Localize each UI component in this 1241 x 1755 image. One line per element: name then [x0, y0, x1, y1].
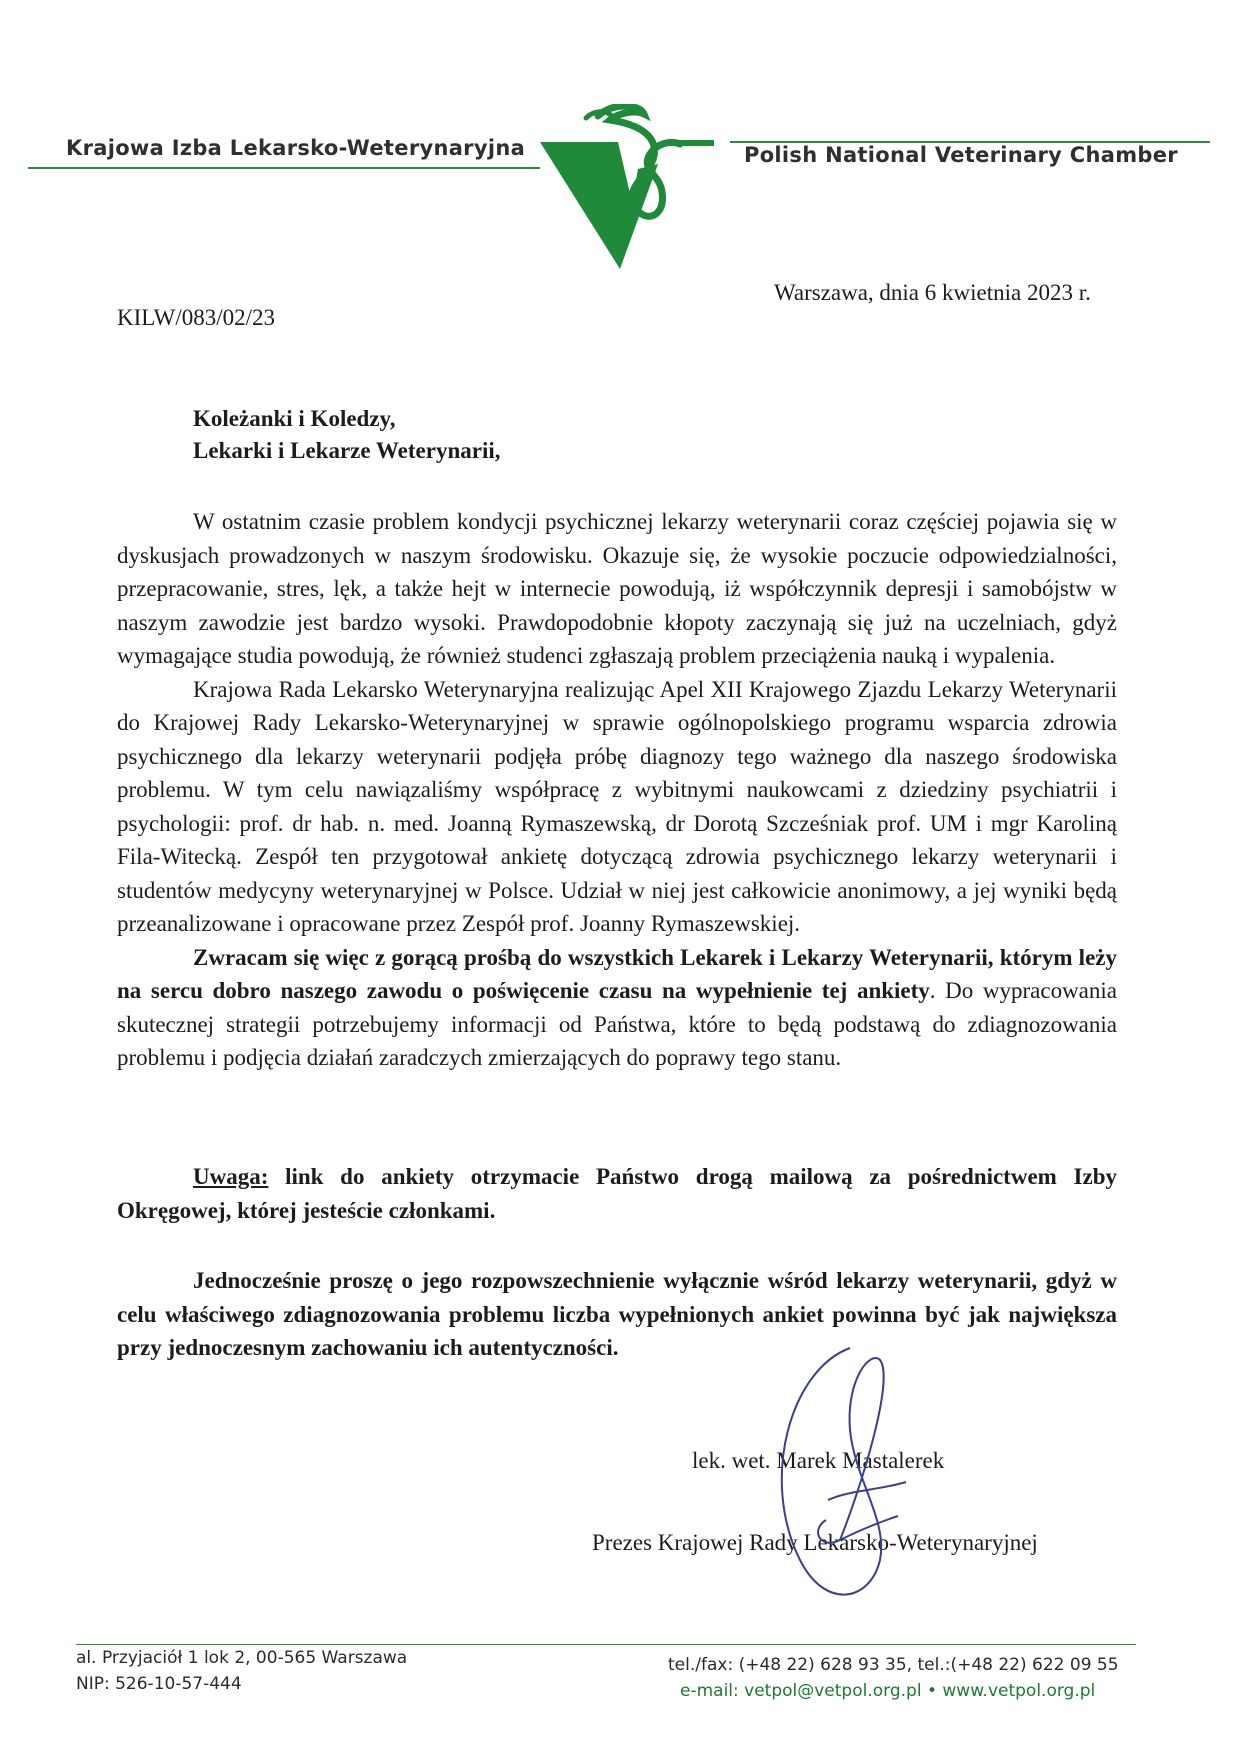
header-left-rule: [28, 167, 540, 169]
footer-rule: [76, 1644, 1136, 1645]
footer-phone: tel./fax: (+48 22) 628 93 35, tel.:(+48 22) 622 09 55: [668, 1655, 1119, 1675]
reference-number: KILW/083/02/23: [117, 305, 275, 330]
paragraph-3-period: .: [929, 978, 936, 1003]
paragraph-1: W ostatnim czasie problem kondycji psychicznej lekarzy weterynarii coraz częściej pojawia się w dyskusjach prowadzonych w naszym środowisku. Okazuje się, że wysokie poczucie odpowiedzialności, przepracowanie, stres, lęk, a także hejt w internecie powodują, iż współczynnik depresji i samobójstw w naszym zawodzie jest bardzo wysoki. Prawdopodobnie kłopoty zaczynają się już na uczelniach, gdyż wymagające studia powodują, że również studenci zgłaszają problem przeciążenia nauką i wypalenia.: [117, 509, 1117, 668]
signatory-role: Prezes Krajowej Rady Lekarsko-Weterynaryjnej: [592, 1530, 1038, 1555]
notice-label: Uwaga:: [193, 1164, 269, 1189]
header-left-title: Krajowa Izba Lekarsko-Weterynaryjna: [66, 136, 526, 160]
paragraph-3-bold: Zwracam się więc z gorącą prośbą do wszystkich Lekarek i Lekarzy Weterynarii, którym leży na sercu dobro naszego zawodu o poświęcenie czasu na wypełnienie tej ankiety: [117, 944, 1117, 1003]
footer-website: www.vetpol.org.pl: [942, 1681, 1096, 1701]
serpent-v-logo-icon: [540, 104, 715, 269]
signatory-name: lek. wet. Marek Mastalerek: [692, 1448, 945, 1473]
salutation-line-2: Lekarki i Lekarze Weterynarii,: [193, 438, 501, 463]
handwritten-signature: [730, 1340, 970, 1620]
notice-text: link do ankiety otrzymacie Państwo drogą mailową za pośrednictwem Izby Okręgowej, której jesteście członkami.: [117, 1164, 1117, 1223]
paragraph-2: Krajowa Rada Lekarsko Weterynaryjna realizując Apel XII Krajowego Zjazdu Lekarzy Weterynarii do Krajowej Rady Lekarsko-Weterynaryjnej w sprawie ogólnopolskiego programu wsparcia zdrowia psychicznego dla lekarzy weterynarii podjęła próbę diagnozy tego ważnego dla naszego środowiska problemu. W tym celu nawiązaliśmy współpracę z wybitnymi naukowcami z dziedziny psychiatrii i psychologii: prof. dr hab. n. med. Joanną Rymaszewską, dr Dorotą Szcześniak prof. UM i mgr Karoliną Fila-Witecką. Zespół ten przygotował ankietę dotyczącą zdrowia psychicznego lekarzy weterynarii i studentów medycyny weterynaryjnej w Polsce. Udział w niej jest całkowicie anonimowy, a jej wyniki będą przeanalizowane i opracowane przez Zespół prof. Joanny Rymaszewskiej.: [117, 676, 1117, 936]
notice-paragraph: [117, 1160, 1117, 1227]
paragraph-5: Jednocześnie proszę o jego rozpowszechnienie wyłącznie wśród lekarzy weterynarii, gdyż w celu właściwego zdiagnozowania problemu liczba wypełnionych ankiet powinna być jak największa przy jednoczesnym zachowaniu ich autentyczności.: [117, 1268, 1117, 1360]
footer-nip: NIP: 526-10-57-444: [76, 1674, 242, 1694]
footer-email: e-mail: vetpol@vetpol.org.pl: [680, 1681, 922, 1701]
paragraph-3-rest: Do wypracowania skutecznej strategii potrzebujemy informacji od Państwa, które to będą podstawą do zdiagnozowania problemu i podjęcia działań zaradczych zmierzających do poprawy tego stanu.: [117, 978, 1117, 1070]
footer-contact: [680, 1681, 1095, 1701]
paragraph-3: [117, 941, 1117, 1075]
letter-body: [117, 505, 1117, 1075]
footer-address: al. Przyjaciół 1 lok 2, 00-565 Warszawa: [76, 1648, 408, 1668]
header-right-title: Polish National Veterinary Chamber: [744, 143, 1178, 167]
place-date: Warszawa, dnia 6 kwietnia 2023 r.: [774, 280, 1091, 305]
header-right-rule: [730, 141, 1210, 143]
footer-separator: •: [926, 1681, 937, 1701]
salutation-line-1: Koleżanki i Koledzy,: [193, 406, 396, 431]
